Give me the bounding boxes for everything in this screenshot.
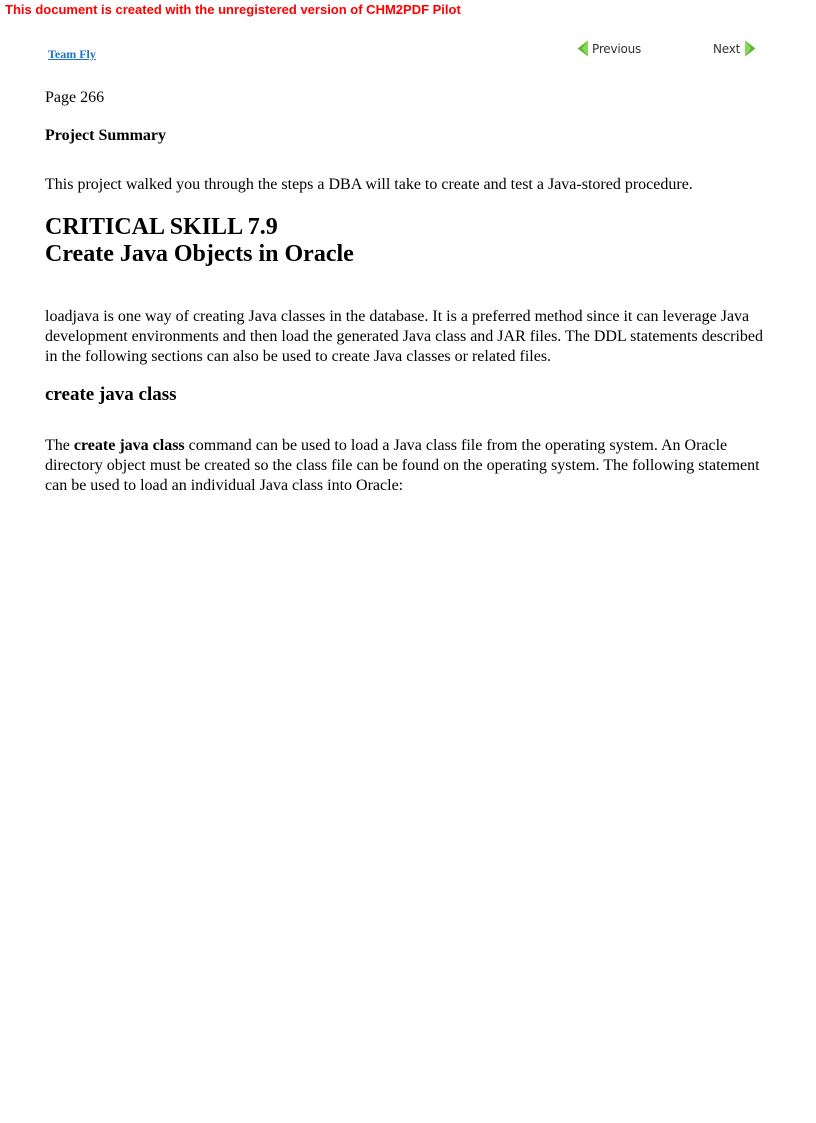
arrow-right-icon <box>744 40 756 57</box>
previous-button[interactable] <box>577 40 641 57</box>
intro-paragraph: loadjava is one way of creating Java classes in the database. It is a preferred method since it can leverage Java development environments and then load the generated Java class and JAR files. The DDL statements described in the following sections can also be used to create Java classes or related files. <box>45 308 764 365</box>
previous-label: Previous <box>592 41 642 56</box>
critical-skill-heading <box>45 214 775 268</box>
section-text-after: command can be used to load a Java class file from the operating system. An Oracle directory object must be created so the class file can be found on the operating system. The following statement can be used to load an individual Java class into Oracle: <box>45 437 760 494</box>
command-name: create java class <box>73 437 185 454</box>
next-label: Next <box>713 41 741 56</box>
skill-title: Create Java Objects in Oracle <box>45 241 354 267</box>
next-button[interactable] <box>713 40 756 57</box>
project-summary-heading: Project Summary <box>45 127 166 144</box>
summary-paragraph: This project walked you through the steps a DBA will take to create and test a Java-stored procedure. <box>45 176 693 193</box>
section-heading: create java class <box>45 384 177 405</box>
page-number: Page 266 <box>45 89 105 106</box>
page-content <box>45 88 775 496</box>
skill-number: CRITICAL SKILL 7.9 <box>45 214 278 240</box>
arrow-left-icon <box>577 40 589 57</box>
watermark-banner: This document is created with the unregistered version of CHM2PDF Pilot <box>5 2 461 17</box>
section-paragraph <box>45 436 775 496</box>
section-text-before: The <box>45 437 74 454</box>
team-fly-link[interactable]: Team Fly <box>48 47 96 61</box>
